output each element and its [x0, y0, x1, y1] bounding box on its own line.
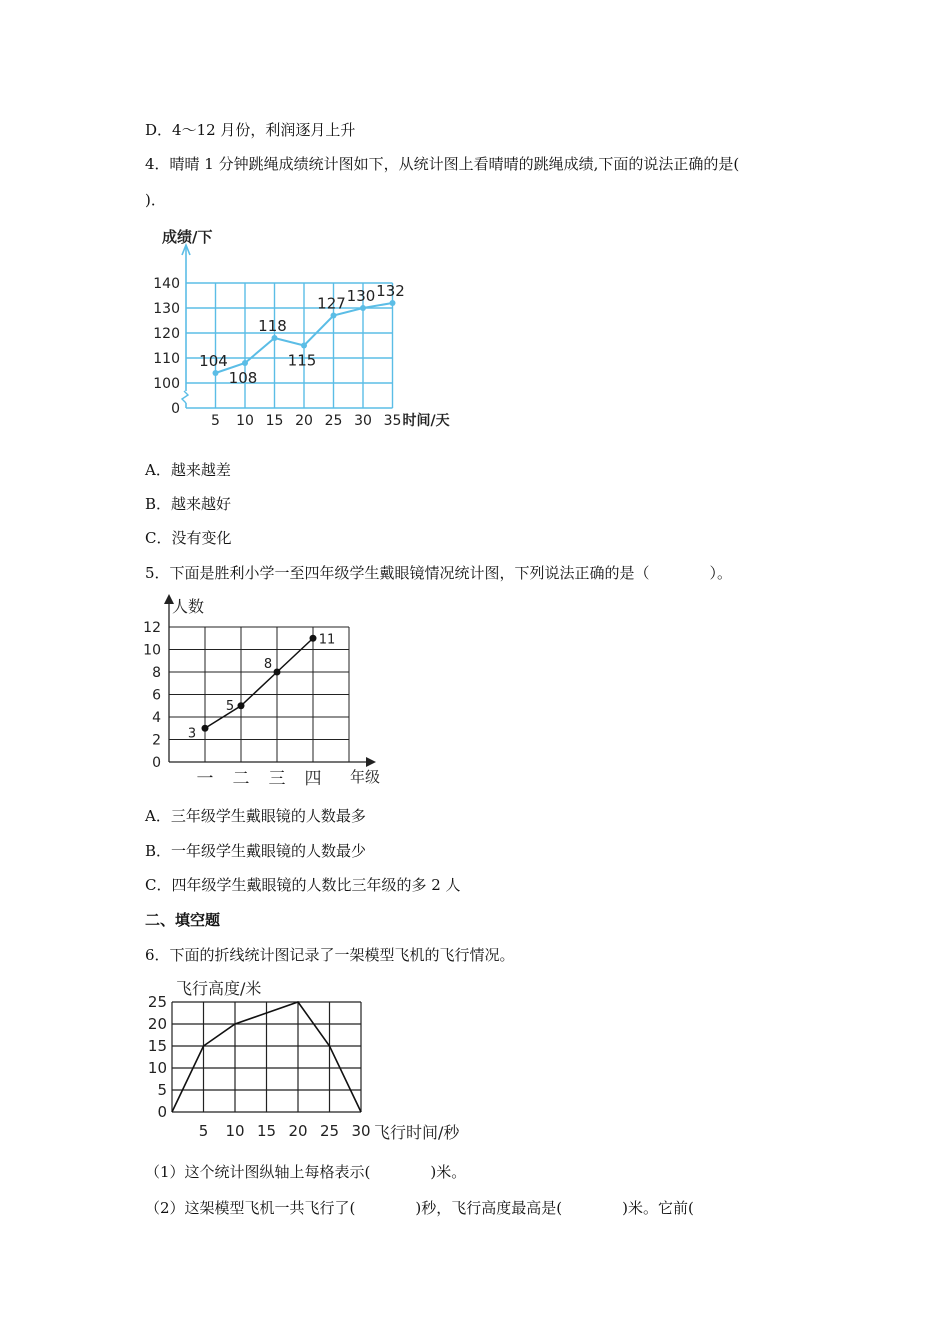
- x-tick-label: 5: [211, 413, 220, 429]
- data-label: 115: [287, 351, 317, 370]
- y-tick-label: 8: [152, 665, 161, 681]
- x-axis-title: 时间/天: [402, 413, 450, 429]
- x-axis-arrow: [366, 757, 376, 767]
- data-point: [390, 300, 396, 306]
- data-label: 8: [263, 657, 273, 672]
- q4-stem-line1: 4．晴晴 1 分钟跳绳成绩统计图如下，从统计图上看晴晴的跳绳成绩,下面的说法正确的是(: [145, 155, 740, 173]
- y-tick-label: 20: [147, 1015, 167, 1033]
- data-label: 5: [225, 698, 235, 714]
- x-tick-label: 二: [232, 769, 250, 789]
- q5-stem: 5．下面是胜利小学一至四年级学生戴眼镜情况统计图，下列说法正确的是（ ）。: [145, 564, 733, 582]
- series-line: [205, 638, 313, 728]
- data-point: [301, 343, 307, 349]
- y-tick-label: 0: [171, 401, 180, 417]
- x-tick-label: 15: [265, 413, 284, 429]
- y-tick-label: 0: [152, 755, 161, 771]
- q6-stem: 6．下面的折线统计图记录了一架模型飞机的飞行情况。: [145, 946, 515, 964]
- jump-rope-line-chart: [140, 225, 480, 435]
- x-tick-label: 15: [256, 1122, 277, 1140]
- y-tick-label: 10: [147, 1059, 167, 1077]
- y-axis-title: 飞行高度/米: [176, 979, 262, 998]
- q4-option-c: C．没有变化: [145, 529, 232, 547]
- x-tick-label: 一: [196, 769, 214, 789]
- y-tick-label: 2: [152, 732, 161, 749]
- x-tick-label: 5: [198, 1122, 209, 1140]
- q5-option-c: C．四年级学生戴眼镜的人数比三年级的多 2 人: [145, 876, 461, 894]
- data-point: [238, 702, 245, 709]
- y-tick-label: 6: [152, 687, 161, 704]
- y-tick-label: 5: [157, 1081, 167, 1099]
- data-point: [331, 313, 337, 319]
- x-axis-title: 年级: [350, 768, 381, 786]
- data-label: 130: [346, 287, 376, 305]
- x-tick-label: 10: [236, 413, 254, 429]
- y-tick-label: 120: [153, 326, 180, 342]
- x-tick-label: 四: [304, 769, 322, 789]
- q4-option-b: B．越来越好: [145, 495, 232, 513]
- y-tick-label: 130: [153, 301, 180, 317]
- q4-stem-line2: )．: [145, 191, 166, 209]
- flight-line-chart: [140, 975, 480, 1145]
- y-tick-label: 25: [147, 993, 167, 1011]
- y-tick-label: 12: [143, 620, 161, 636]
- glasses-line-chart: [140, 592, 400, 792]
- y-tick-label: 110: [153, 351, 180, 367]
- q5-option-a: A．三年级学生戴眼镜的人数最多: [145, 807, 366, 825]
- data-point: [360, 305, 366, 311]
- axis-break-mark: [182, 391, 188, 403]
- x-tick-label: 20: [288, 1122, 308, 1140]
- y-tick-label: 0: [157, 1103, 167, 1121]
- data-label: 127: [317, 294, 346, 313]
- data-label: 108: [228, 369, 258, 387]
- x-tick-label: 25: [324, 413, 343, 429]
- x-tick-label: 10: [225, 1122, 245, 1140]
- y-tick-label: 10: [143, 642, 161, 659]
- x-tick-label: 30: [351, 1122, 371, 1140]
- y-axis-title: 成绩/下: [162, 228, 213, 246]
- data-point: [272, 335, 278, 341]
- data-point: [310, 635, 317, 642]
- data-label: 104: [199, 352, 228, 370]
- y-tick-label: 4: [152, 710, 161, 726]
- data-point: [213, 370, 219, 376]
- data-point: [202, 725, 209, 732]
- q6-sub2: （2）这架模型飞机一共飞行了( )秒，飞行高度最高是( )米。它前(: [145, 1199, 694, 1217]
- x-tick-label: 三: [268, 769, 286, 789]
- y-tick-label: 140: [153, 276, 180, 292]
- data-point: [274, 669, 281, 676]
- y-tick-label: 100: [153, 376, 180, 392]
- x-tick-label: 20: [295, 413, 313, 429]
- data-label: 132: [376, 282, 405, 300]
- x-tick-label: 30: [354, 413, 372, 429]
- x-tick-label: 35: [383, 413, 402, 429]
- q3-option-d: D．4～12 月份，利润逐月上升: [145, 121, 356, 139]
- data-label: 3: [187, 726, 197, 742]
- x-tick-label: 25: [319, 1122, 340, 1140]
- section-title: 二、填空题: [145, 911, 221, 929]
- y-tick-label: 15: [147, 1037, 167, 1055]
- data-point: [242, 360, 248, 366]
- data-label: 11: [318, 632, 336, 648]
- q4-option-a: A．越来越差: [145, 461, 231, 479]
- q6-sub1: （1）这个统计图纵轴上每格表示( )米。: [145, 1163, 467, 1181]
- y-axis-title: 人数: [172, 597, 205, 616]
- x-axis-title: 飞行时间/秒: [374, 1123, 460, 1142]
- q5-option-b: B．一年级学生戴眼镜的人数最少: [145, 842, 367, 860]
- data-label: 118: [258, 317, 287, 335]
